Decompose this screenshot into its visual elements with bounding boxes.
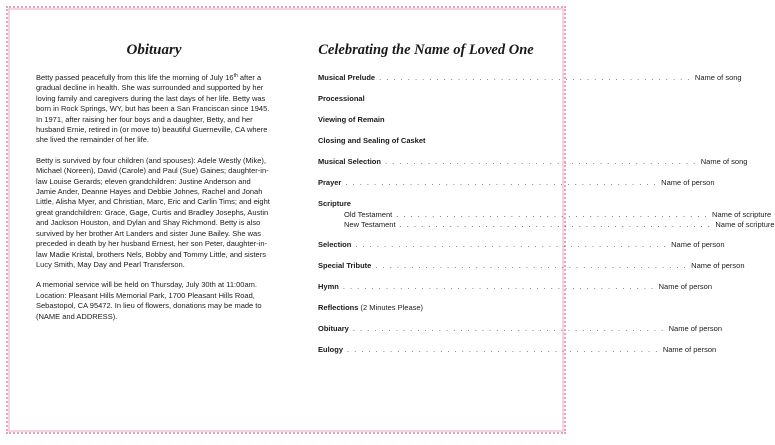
- leader-dots: . . . . . . . . . . . . . . . . . . . . . . . . . . . . . . . . . . . . . . . . . . . .: [347, 345, 659, 354]
- program-title: Celebrating the Name of Loved One: [318, 42, 534, 58]
- program-row-prelude: Musical Prelude . . . . . . . . . . . . . . . . . . . . . . . . . . . . . . . . . . . . . . . . . . . . Name of song: [318, 73, 742, 82]
- obituary-paragraph-3: A memorial service will be held on Thursday, July 30th at 11:00am. Location: Pleasant Hills Memorial Park, 1700 Pleasant Hills Road, Sebastopol, CA 95472. In lieu of flowers, donations may be made to (NAME and ADDRESS).: [36, 280, 262, 321]
- program-row-obituary: Obituary . . . . . . . . . . . . . . . . . . . . . . . . . . . . . . . . . . . . . . . . . . . . Name of person: [318, 324, 723, 333]
- leader-dots: . . . . . . . . . . . . . . . . . . . . . . . . . . . . . . . . . . . . . . . . . . . .: [342, 282, 655, 291]
- program-row-hymn: Hymn . . . . . . . . . . . . . . . . . . . . . . . . . . . . . . . . . . . . . . . . . . . . Name of person: [318, 282, 713, 291]
- program-row-old-testament: Old Testament . . . . . . . . . . . . . . . . . . . . . . . . . . . . . . . . . . . . . . . . . . . . Name of scripture: [344, 210, 772, 219]
- program-row-special-tribute: Special Tribute . . . . . . . . . . . . . . . . . . . . . . . . . . . . . . . . . . . . . . . . . . . . Name of person: [318, 261, 745, 270]
- program-row-musical-selection: Musical Selection . . . . . . . . . . . . . . . . . . . . . . . . . . . . . . . . . . . . . . . . . . . . Name of song: [318, 157, 748, 166]
- leader-dots: . . . . . . . . . . . . . . . . . . . . . . . . . . . . . . . . . . . . . . . . . . . .: [345, 178, 658, 187]
- obituary-paragraph-1: Betty passed peacefully from this life the morning of July 16th after a gradual decline in health. She was surrounded and supported by her loving family and caregivers during the last days of her life. Betty was born in Rock Springs, WY, but has been a San Franciscan since 1945. In 1971, after raising her four boys and a daughter, Betty, and her husband Ernie, retired in (or move to) beautiful Guerneville, CA where she lived the remainder of her life.: [36, 73, 270, 145]
- leader-dots: . . . . . . . . . . . . . . . . . . . . . . . . . . . . . . . . . . . . . . . . . . . .: [384, 157, 697, 166]
- leader-dots: . . . . . . . . . . . . . . . . . . . . . . . . . . . . . . . . . . . . . . . . . . . .: [355, 240, 668, 249]
- program-row-closing: Closing and Sealing of Casket: [318, 136, 426, 145]
- program-row-scripture: Scripture: [318, 199, 351, 208]
- program-row-processional: Processional: [318, 94, 365, 103]
- program-row-new-testament: New Testament . . . . . . . . . . . . . . . . . . . . . . . . . . . . . . . . . . . . . . . . . . . . Name of scripture: [344, 220, 775, 229]
- program-row-reflections: Reflections (2 Minutes Please): [318, 303, 424, 312]
- program-column: [318, 42, 775, 356]
- leader-dots: . . . . . . . . . . . . . . . . . . . . . . . . . . . . . . . . . . . . . . . . . . . .: [375, 261, 688, 270]
- leader-dots: . . . . . . . . . . . . . . . . . . . . . . . . . . . . . . . . . . . . . . . . . . . .: [352, 324, 665, 333]
- obituary-paragraph-2: Betty is survived by four children (and spouses): Adele Westly (Mike), Michael (Noreen), David (Carole) and Paul (Sue) Gaines; daughter-in-law Louise Gerards; eleven grandchildren: Justine Anderson and Jamie Ander, Deanne Hayes and Debbie Johnes, Rachel and Jonah Little, Alisha Myer, and Christian, Marc, Eric and Carlin Tims; and eight great grandchildren: Grace, Gage, Curtis and Bradley Josephs, Austin and Jackson Houston, and Dylan and Shay Richmond. Betty is also survived by her brother Art Landers and sister June Bailey. She was preceded in death by her husband Ernest, her son Peter, daughter-in-law Madie Kristal, brothers Nels, Bobby and Tommy Little, and sisters Lucy Smith, May Day and Pearl Transferson.: [36, 155, 270, 269]
- leader-dots: . . . . . . . . . . . . . . . . . . . . . . . . . . . . . . . . . . . . . . . . . . . .: [399, 220, 712, 229]
- program-row-prayer: Prayer . . . . . . . . . . . . . . . . . . . . . . . . . . . . . . . . . . . . . . . . . . . . Name of person: [318, 178, 715, 187]
- leader-dots: . . . . . . . . . . . . . . . . . . . . . . . . . . . . . . . . . . . . . . . . . . . .: [379, 73, 691, 82]
- program-row-viewing: Viewing of Remain: [318, 115, 385, 124]
- obituary-column: [36, 42, 272, 332]
- program-row-eulogy: Eulogy . . . . . . . . . . . . . . . . . . . . . . . . . . . . . . . . . . . . . . . . . . . . Name of person: [318, 345, 717, 354]
- program-row-selection: Selection . . . . . . . . . . . . . . . . . . . . . . . . . . . . . . . . . . . . . . . . . . . . Name of person: [318, 240, 725, 249]
- leader-dots: . . . . . . . . . . . . . . . . . . . . . . . . . . . . . . . . . . . . . . . . . . . .: [396, 210, 709, 219]
- obituary-title: Obituary: [126, 42, 182, 58]
